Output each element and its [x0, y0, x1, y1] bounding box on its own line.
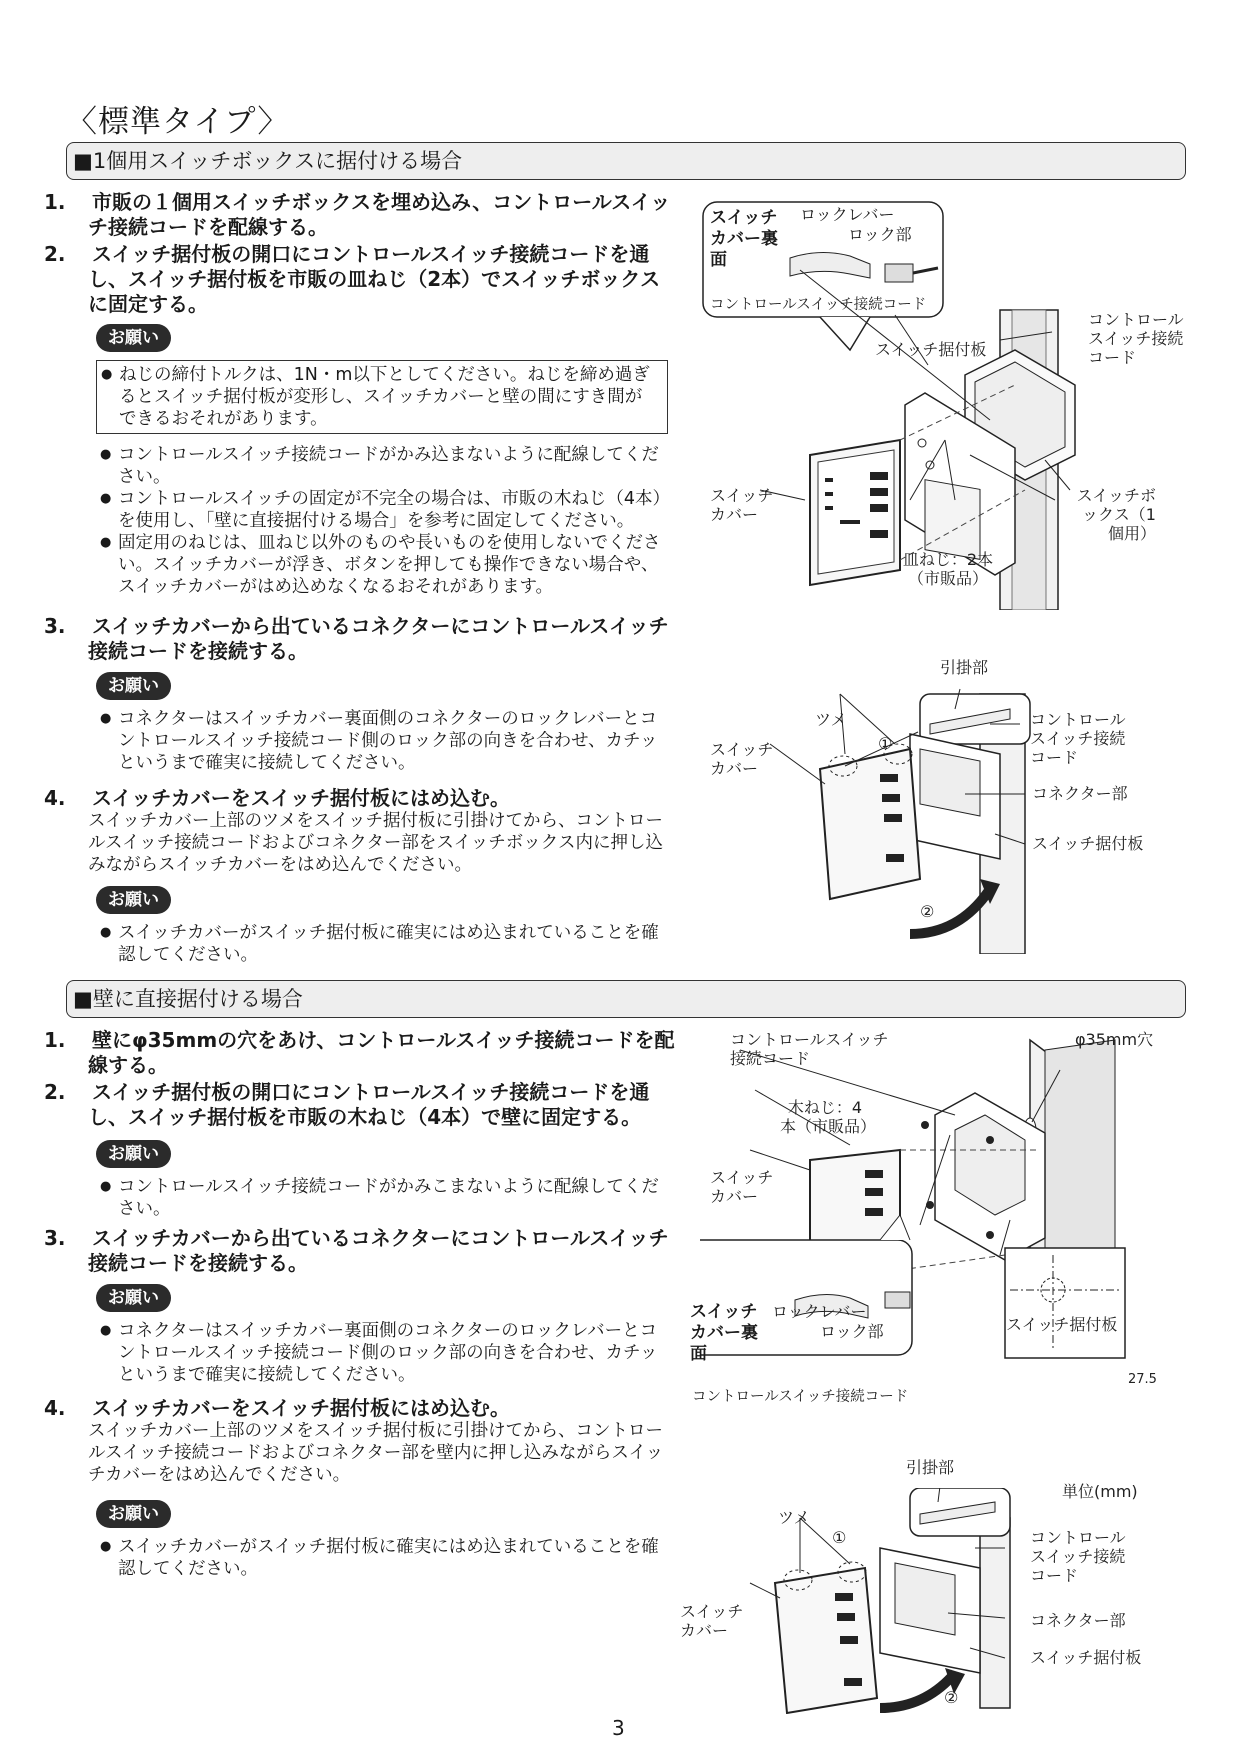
step-number: 1. — [44, 190, 66, 214]
bullet-dot: ● — [100, 1323, 112, 1338]
bullet-dot: ● — [100, 925, 112, 940]
step-text: スイッチカバーをスイッチ据付板にはめ込む。 — [92, 786, 510, 810]
note-text: 固定用のねじは、皿ねじ以外のものや長いものを使用しないでください。スイッチカバーが浮き、ボタンを押しても操作できない場合や、スイッチカバーがはめ込めなくなるおそれがあります。 — [118, 533, 661, 597]
note-text: コントロールスイッチ接続コードがかみこまないように配線してください。 — [118, 1177, 659, 1219]
fig4-hook-label: 引掛部 — [906, 1458, 955, 1477]
fig1-screws-label: 皿ねじ：2本（市販品） — [902, 550, 994, 588]
step-number: 4. — [44, 786, 66, 810]
fig4-cord-label: コントロールスイッチ接続コード — [1030, 1528, 1126, 1585]
torque-caution-box — [96, 360, 668, 434]
note-text: スイッチカバーがスイッチ据付板に確実にはめ込まれていることを確認してください。 — [118, 923, 659, 965]
fig3-inset-title: スイッチカバー裏面 — [690, 1302, 758, 1364]
bullet-dot: ● — [100, 711, 112, 726]
step-number: 4. — [44, 1396, 66, 1420]
note-text: コネクターはスイッチカバー裏面側のコネクターのロックレバーとコントロールスイッチ接続コード側のロック部の向きを合わせ、カチッというまで確実に接続してください。 — [118, 709, 658, 773]
section-heading-direct-wall: ■壁に直接据付ける場合 — [66, 980, 1186, 1018]
s1-step4-notes — [100, 922, 670, 966]
fig2-step1-marker: ① — [878, 734, 893, 753]
fig1-lock-lever-label: ロックレバー — [800, 205, 895, 224]
s2-step4-notes — [100, 1536, 670, 1580]
section-heading-switch-box: ■1個用スイッチボックスに据付ける場合 — [66, 142, 1186, 180]
fig1-plate-label: スイッチ据付板 — [875, 340, 987, 359]
caution-badge: お願い — [96, 886, 171, 914]
step-text: スイッチカバーから出ているコネクターにコントロールスイッチ接続コードを接続する。 — [88, 614, 669, 663]
s1-step4-body: スイッチカバー上部のツメをスイッチ据付板に引掛けてから、コントロールスイッチ接続コードおよびコネクター部をスイッチボックス内に押し込みながらスイッチカバーをはめ込んでください。 — [88, 811, 664, 875]
s1-step3-notes — [100, 708, 670, 774]
fig3-dimension: 27.5 — [1128, 1372, 1157, 1387]
caution-badge: お願い — [96, 324, 171, 352]
fig3-inset-cord-label: コントロールスイッチ接続コード — [692, 1389, 909, 1405]
s1-step-2 — [44, 242, 678, 317]
note-text: コントロールスイッチ接続コードがかみ込まないように配線してください。 — [118, 445, 659, 487]
fig3-unit-label: 単位(mm) — [1062, 1482, 1138, 1501]
page-number: 3 — [612, 1716, 625, 1740]
step-text: スイッチカバーをスイッチ据付板にはめ込む。 — [92, 1396, 510, 1420]
step-text: 壁にφ35mmの穴をあけ、コントロールスイッチ接続コードを配線する。 — [88, 1028, 675, 1077]
s2-step3-notes — [100, 1320, 670, 1386]
s2-step-4 — [44, 1396, 678, 1421]
caution-text: ねじの締付トルクは、1N・m以下としてください。ねじを締め過ぎるとスイッチ据付板が変形し、スイッチカバーと壁の間にすき間ができるおそれがあります。 — [119, 365, 650, 429]
note-text: コントロールスイッチの固定が不完全の場合は、市販の木ねじ（4本）を使用し、「壁に直接据付ける場合」を参考に固定してください。 — [118, 489, 662, 531]
caution-badge: お願い — [96, 1500, 171, 1528]
note-text: コネクターはスイッチカバー裏面側のコネクターのロックレバーとコントロールスイッチ接続コード側のロック部の向きを合わせ、カチッというまで確実に接続してください。 — [118, 1321, 658, 1385]
bullet-dot: ● — [100, 491, 112, 506]
fig3-plate-label: スイッチ据付板 — [1006, 1315, 1118, 1334]
step-text: スイッチカバーから出ているコネクターにコントロールスイッチ接続コードを接続する。 — [88, 1226, 669, 1275]
fig2-hook-label: 引掛部 — [940, 658, 989, 677]
bullet-dot: ● — [101, 367, 113, 382]
figure-3-drawing — [700, 1030, 1200, 1510]
fig1-inset-title: スイッチカバー裏面 — [710, 208, 778, 270]
fig3-lock-part-label: ロック部 — [820, 1322, 884, 1341]
figure-direct-wall-install — [690, 1030, 1200, 1510]
fig2-claw-label: ツメ — [815, 710, 847, 729]
step-text: スイッチ据付板の開口にコントロールスイッチ接続コードを通し、スイッチ据付板を市販の木ねじ（4本）で壁に固定する。 — [88, 1080, 650, 1129]
step-number: 2. — [44, 1080, 66, 1104]
fig4-claw-label: ツメ — [778, 1508, 810, 1527]
fig4-step2-marker: ② — [944, 1688, 959, 1707]
figure-cover-attach-box — [700, 654, 1200, 954]
note-text: スイッチカバーがスイッチ据付板に確実にはめ込まれていることを確認してください。 — [118, 1537, 659, 1579]
fig3-screws-label: 木ねじ：4本（市販品） — [780, 1098, 877, 1136]
fig1-cover-label: スイッチカバー — [710, 486, 774, 524]
s2-step4-body: スイッチカバー上部のツメをスイッチ据付板に引掛けてから、コントロールスイッチ接続コードおよびコネクター部を壁内に押し込みながらスイッチカバーをはめ込んでください。 — [88, 1421, 664, 1485]
step-number: 1. — [44, 1028, 66, 1052]
s1-step-3 — [44, 614, 678, 664]
fig2-connector-label: コネクター部 — [1032, 784, 1128, 803]
s1-step-4 — [44, 786, 678, 811]
fig3-hole-label: φ35mm穴 — [1075, 1030, 1154, 1049]
figure-4-drawing — [680, 1488, 1200, 1714]
step-number: 2. — [44, 242, 66, 266]
fig4-cover-label: スイッチカバー — [680, 1602, 744, 1640]
fig4-plate-label: スイッチ据付板 — [1030, 1648, 1142, 1667]
fig2-cord-label: コントロールスイッチ接続コード — [1030, 710, 1126, 767]
caution-badge: お願い — [96, 1140, 171, 1168]
fig2-cover-label: スイッチカバー — [710, 740, 774, 778]
s2-step-1 — [44, 1028, 688, 1078]
s2-step-2 — [44, 1080, 688, 1130]
fig4-step1-marker: ① — [832, 1528, 847, 1547]
step-text: スイッチ据付板の開口にコントロールスイッチ接続コードを通し、スイッチ据付板を市販の皿ねじ（2本）でスイッチボックスに固定する。 — [88, 242, 661, 316]
step-number: 3. — [44, 1226, 66, 1250]
fig1-cord-label: コントロールスイッチ接続コード — [1088, 310, 1184, 367]
fig2-plate-label: スイッチ据付板 — [1032, 834, 1144, 853]
caution-badge: お願い — [96, 672, 171, 700]
fig1-lock-part-label: ロック部 — [848, 225, 912, 244]
fig3-cover-label: スイッチカバー — [710, 1168, 774, 1206]
s1-step-1 — [44, 190, 678, 240]
figure-2-drawing — [700, 654, 1200, 954]
fig4-connector-label: コネクター部 — [1030, 1611, 1126, 1630]
figure-switch-box-install — [700, 200, 1200, 610]
fig1-box-label: スイッチボックス（1個用） — [1076, 486, 1156, 543]
bullet-dot: ● — [100, 535, 112, 550]
caution-badge: お願い — [96, 1284, 171, 1312]
s2-step2-notes — [100, 1176, 670, 1220]
bullet-dot: ● — [100, 1539, 112, 1554]
fig1-inset-cord-label: コントロールスイッチ接続コード — [710, 297, 927, 313]
step-text: 市販の１個用スイッチボックスを埋め込み、コントロールスイッチ接続コードを配線する。 — [88, 190, 671, 239]
fig2-step2-marker: ② — [920, 902, 935, 921]
s2-step-3 — [44, 1226, 678, 1276]
bullet-dot: ● — [100, 1179, 112, 1194]
s1-step2-notes — [100, 444, 670, 598]
fig3-cord-label: コントロールスイッチ接続コード — [730, 1030, 889, 1068]
page-title: 〈標準タイプ〉 — [66, 104, 290, 140]
bullet-dot: ● — [100, 447, 112, 462]
step-number: 3. — [44, 614, 66, 638]
fig3-lock-lever-label: ロックレバー — [772, 1302, 867, 1321]
figure-cover-attach-wall — [680, 1458, 1200, 1714]
